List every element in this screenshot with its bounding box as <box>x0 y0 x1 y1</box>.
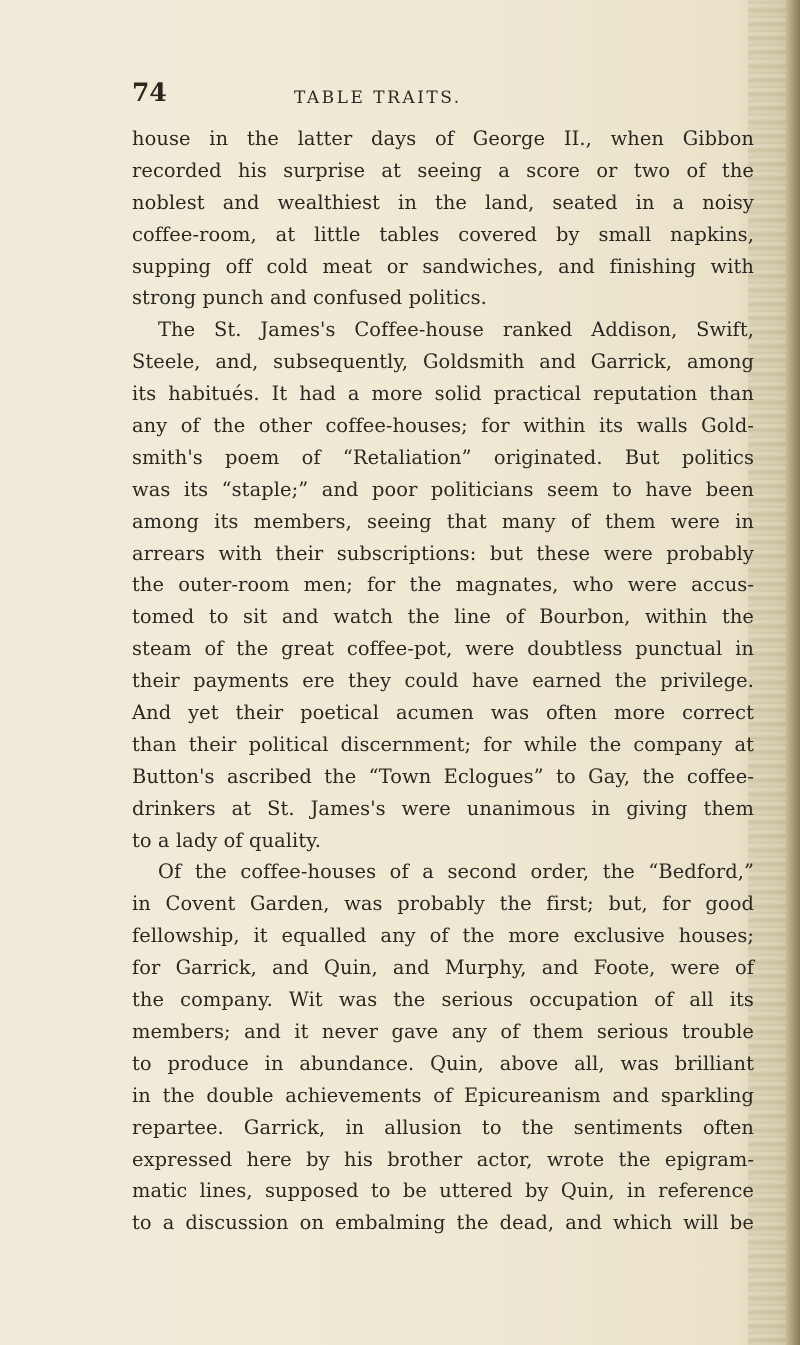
body-text <box>132 123 754 1239</box>
page-binding-edge <box>786 0 800 1345</box>
text-line: was its “staple;” and poor politicians seem to have been <box>132 477 754 501</box>
text-line: expressed here by his brother actor, wrote the epigram- <box>132 1147 754 1171</box>
text-line: to a discussion on embalming the dead, and which will be <box>132 1211 754 1235</box>
text-line: than their political discernment; for while the company at <box>132 732 754 756</box>
text-line: Of the coffee-houses of a second order, the “Bedford,” <box>158 860 754 884</box>
text-line: smith's poem of “Retaliation” originated. But politics <box>132 445 754 469</box>
text-line: coffee-room, at little tables covered by small napkins, <box>132 222 754 246</box>
text-line: among its members, seeing that many of them were in <box>132 509 754 533</box>
text-line: the outer-room men; for the magnates, who were accus- <box>132 573 754 597</box>
text-line: for Garrick, and Quin, and Murphy, and Foote, were of <box>132 956 754 980</box>
page-number: 74 <box>132 78 167 107</box>
text-line: their payments ere they could have earned the privilege. <box>132 669 754 693</box>
text-line: any of the other coffee-houses; for within its walls Gold- <box>132 414 754 438</box>
text-line: drinkers at St. James's were unanimous in giving them <box>132 796 754 820</box>
text-line: to produce in abundance. Quin, above all, was brilliant <box>132 1051 754 1075</box>
text-line: house in the latter days of George II., when Gibbon <box>132 127 754 150</box>
text-line: matic lines, supposed to be uttered by Quin, in reference <box>132 1179 754 1203</box>
text-line: steam of the great coffee-pot, were doubtless punctual in <box>132 637 754 661</box>
text-line: supping off cold meat or sandwiches, and finishing with <box>132 254 754 278</box>
text-line: And yet their poetical acumen was often more correct <box>132 701 754 725</box>
text-line: fellowship, it equalled any of the more exclusive houses; <box>132 924 754 948</box>
text-line: members; and it never gave any of them serious trouble <box>132 1019 754 1043</box>
page-header <box>132 80 752 110</box>
text-line: in Covent Garden, was probably the first; but, for good <box>132 892 754 916</box>
text-line: in the double achievements of Epicureanism and sparkling <box>132 1083 754 1107</box>
text-line: repartee. Garrick, in allusion to the sentiments often <box>132 1115 754 1139</box>
text-line: tomed to sit and watch the line of Bourbon, within the <box>132 605 754 629</box>
text-line: the company. Wit was the serious occupation of all its <box>132 988 754 1012</box>
text-line: Button's ascribed the “Town Eclogues” to Gay, the coffee- <box>132 764 754 788</box>
text-line: noblest and wealthiest in the land, seated in a noisy <box>132 190 754 214</box>
text-line: The St. James's Coffee-house ranked Addison, Swift, <box>158 318 754 342</box>
text-line: to a lady of quality. <box>132 828 321 852</box>
text-line: strong punch and confused politics. <box>132 286 487 310</box>
text-line: arrears with their subscriptions: but these were probably <box>132 541 754 565</box>
running-title: TABLE TRAITS. <box>294 88 462 108</box>
text-line: recorded his surprise at seeing a score or two of the <box>132 158 754 182</box>
text-line: its habitués. It had a more solid practical reputation than <box>132 382 754 406</box>
text-line: Steele, and, subsequently, Goldsmith and Garrick, among <box>132 350 754 374</box>
